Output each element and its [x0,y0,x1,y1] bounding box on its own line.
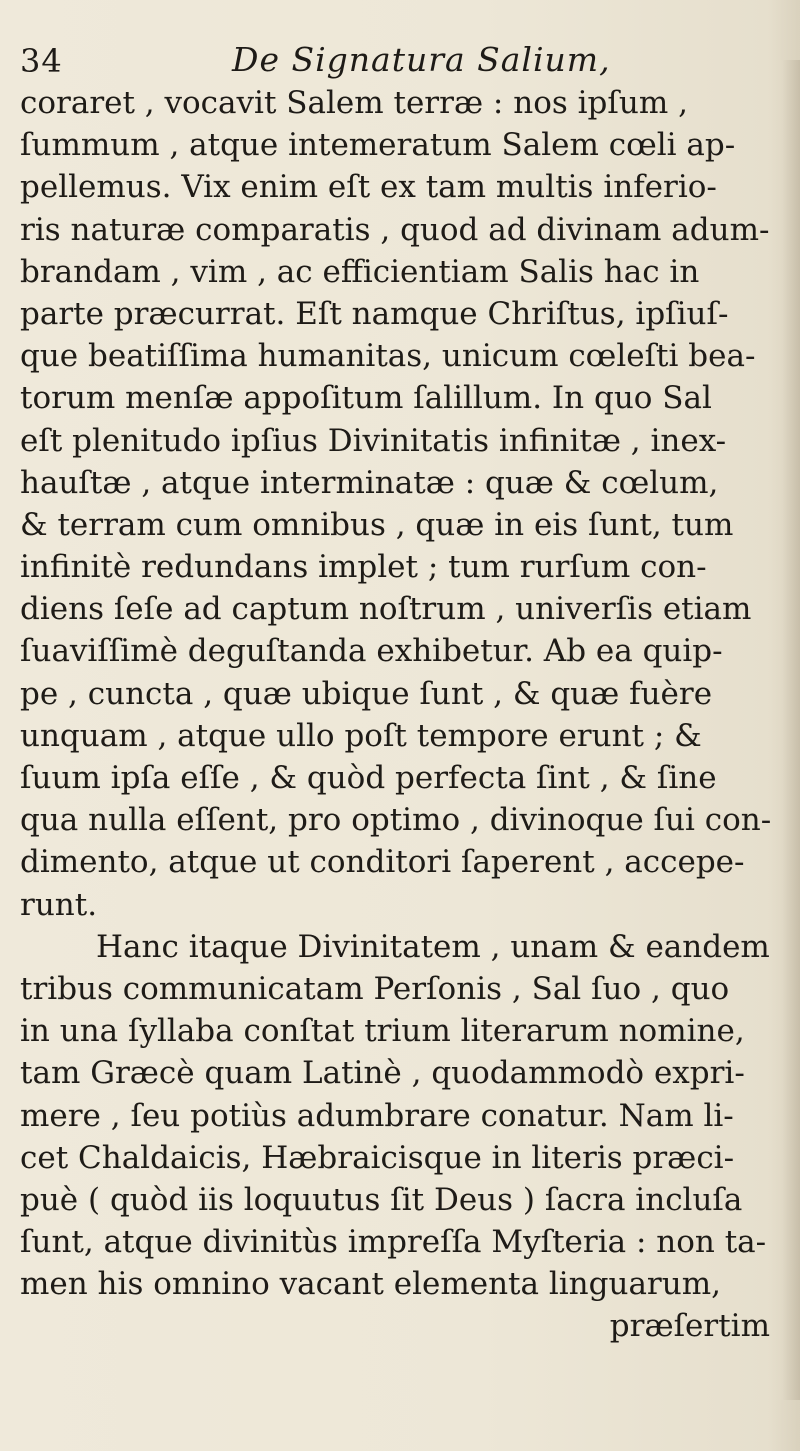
text-line: diens ſeſe ad captum noſtrum , univerſis etiam [20,591,752,628]
text-line: dimento, atque ut conditori ſaperent , accepe- [20,844,745,881]
page-number: 34 [20,42,63,80]
text-line: tam Græcè quam Latinè , quodammodò expri- [20,1055,745,1092]
text-line: pellemus. Vix enim eſt ex tam multis inferio- [20,169,717,206]
text-line: mere , ſeu potiùs adumbrare conatur. Nam li- [20,1097,734,1134]
text-line: puè ( quòd iis loquutus ſit Deus ) ſacra incluſa [20,1181,743,1218]
page-edge-shadow [782,60,800,1400]
text-line: unquam , atque ullo poſt tempore erunt ; & [20,717,702,754]
text-line: que beatiſſima humanitas, unicum cœleſti bea- [20,338,756,375]
text-line: hauſtæ , atque interminatæ : quæ & cœlum, [20,464,719,501]
text-line: runt. [20,886,98,923]
body-text [20,82,780,1348]
text-line: ris naturæ comparatis , quod ad divinam adum- [20,211,770,248]
text-line: eſt plenitudo ipſius Divinitatis infinitæ , inex- [20,422,727,459]
text-line: coraret , vocavit Salem terræ : nos ipſum , [20,85,688,121]
text-line: ſummum , atque intemeratum Salem cœli ap- [20,127,736,164]
text-line: torum menſæ appoſitum ſalillum. In quo Sal [20,380,712,417]
text-line: tribus communicatam Perſonis , Sal ſuo , quo [20,970,730,1007]
text-line: ſuum ipſa eſſe , & quòd perfecta ſint , & ſine [20,760,717,796]
text-line: brandam , vim , ac efficientiam Salis hac in [20,253,700,290]
text-line: ſuaviſſimè deguſtanda exhibetur. Ab ea quip- [20,633,723,670]
running-title: De Signatura Salium, [232,40,611,79]
text-line: in una ſyllaba conſtat trium literarum nomine, [20,1013,745,1050]
catchword: præſertim [609,1308,770,1345]
text-line: & terram cum omnibus , quæ in eis ſunt, tum [20,506,734,543]
running-head [0,30,800,80]
text-line: ſunt, atque divinitùs impreſſa Myſteria : non ta- [20,1224,767,1261]
text-line: cet Chaldaicis, Hæbraicisque in literis præci- [20,1139,735,1176]
text-line: infinitè redundans implet ; tum rurſum con- [20,549,707,586]
paragraph-first-line: Hanc itaque Divinitatem , unam & eandem [96,928,770,965]
text-line: pe , cuncta , quæ ubique ſunt , & quæ fuère [20,675,713,712]
text-line: men his omnino vacant elementa linguarum, [20,1266,721,1303]
text-line: qua nulla eſſent, pro optimo , divinoque ſui con- [20,802,772,839]
text-line: parte præcurrat. Eſt namque Chriſtus, ipſiuſ- [20,295,729,332]
